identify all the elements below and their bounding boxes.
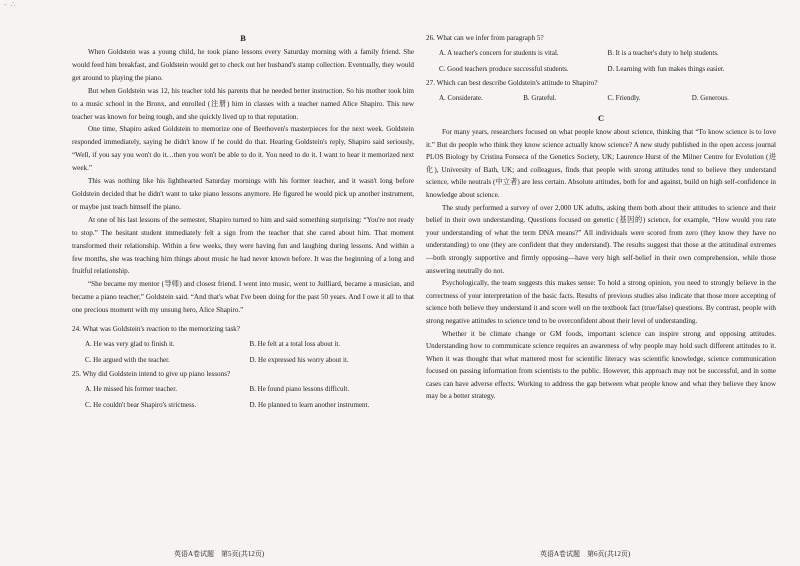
question-27-options xyxy=(426,90,776,106)
question-27-option-d[interactable]: D. Generous. xyxy=(691,94,729,102)
passage-b-paragraph-5: At one of his last lessons of the semester, Shapiro turned to him and said something surprising: “You're not ready to stop.” The hesitant student immediately felt a sign from the teacher that she cared about him. That moment transformed their relationship. Within a few weeks, they were having fun and laughing during lessons. And within a few months, she was teaching him things about music he had never known before. It was the beginning of a long and fruitful relationship. xyxy=(72,215,414,276)
right-column xyxy=(426,0,776,403)
question-26-option-b[interactable]: B. It is a teacher's duty to help students. xyxy=(607,49,719,57)
question-26-option-d[interactable]: D. Learning with fun makes things easier. xyxy=(607,65,725,73)
corner-mark: - ∴ xyxy=(4,0,17,9)
question-24-options xyxy=(72,336,414,368)
passage-b-paragraph-1: When Goldstein was a young child, he took piano lessons every Saturday morning with a family friend. She would feed him breakfast, and Goldstein would get to check out her husband's stamp collection. Eventually, they would get around to playing the piano. xyxy=(72,48,414,82)
section-c-heading: C xyxy=(597,114,605,123)
question-27-option-b[interactable]: B. Grateful. xyxy=(523,94,557,102)
question-25-stem: 25. Why did Goldstein intend to give up piano lessons? xyxy=(72,370,231,379)
passage-c-paragraph-4: Whether it be climate change or GM foods, important science can inspire strong and opposing attitudes. Understanding how to communicate science requires an awareness of why people may hold such different attitudes to it. When it was thought that what mattered most for scientific literacy was scientific knowledge, science communication focused on passing information from scientists to the public. However, this approach may not be successful, and in some cases can have adverse effects. Working to address the gap between what people know and what they believe they know may be a better strategy. xyxy=(426,329,776,401)
question-26-option-c[interactable]: C. Good teachers produce successful students. xyxy=(439,65,569,73)
question-25-option-a[interactable]: A. He missed his former teacher. xyxy=(85,385,177,394)
question-25-option-c[interactable]: C. He couldn't bear Shapiro's strictness. xyxy=(85,401,197,410)
left-page-footer: 英语A卷试题 第5页(共12页) xyxy=(174,550,265,558)
question-27-option-c[interactable]: C. Friendly. xyxy=(607,94,641,102)
passage-c-paragraph-1: For many years, researchers focused on what people know about science, thinking that “To know science is to love it.” But do people who think they know science actually know science? A new study published in the open access journal PLOS Biology by Cristina Fonseca of the Genetics Society, UK; Laurence Hurst of the Milner Centre for Evolution (进化), University of Bath, UK; and colleagues, finds that people with strong attitudes tend to believe they understand science, while neutrals (中立者) are less certain. Absolute attitudes, both for and against, build on high self-confidence in knowledge about science. xyxy=(426,128,776,199)
passage-b-paragraph-6: “She became my mentor (导师) and closest friend. I went into music, went to Juilliard, became a musician, and became a piano teacher,” Goldstein said. “And that's what I've been doing for the past 50 years. And I owe it all to that one precious moment with my unsung hero, Alice Shapiro.” xyxy=(72,280,414,315)
question-24-option-a[interactable]: A. He was very glad to finish it. xyxy=(85,340,175,349)
question-25-option-b[interactable]: B. He found piano lessons difficult. xyxy=(249,385,350,394)
passage-b-paragraph-3: One time, Shapiro asked Goldstein to memorize one of Beethoven's masterpieces for the next week. Goldstein responded immediately, saying he didn't know if he could do that. Hearing Goldstein's reply, Shapiro said seriously, “Well, if you say you won't do it…then you won't be able to do it. You need to do it. I want to hear it memorized next week.” xyxy=(72,125,414,173)
question-25-option-d[interactable]: D. He planned to learn another instrument. xyxy=(249,401,370,410)
question-27-option-a[interactable]: A. Considerate. xyxy=(439,94,483,102)
question-24-option-c[interactable]: C. He argued with the teacher. xyxy=(85,356,170,365)
question-26-options xyxy=(426,45,776,77)
passage-b-paragraph-2: But when Goldstein was 12, his teacher told his parents that he needed better instruction. So his mother took him to a music school in the Bronx, and enrolled (注册) him in classes with a teacher named Alice Shapiro. This new teacher was known for being tough, and she quickly lived up to that reputation. xyxy=(72,86,414,121)
question-27-stem: 27. Which can best describe Goldstein's attitude to Shapiro? xyxy=(426,79,598,87)
question-25-options xyxy=(72,381,414,413)
passage-b-paragraph-4: This was nothing like his lighthearted Saturday mornings with his former teacher, and it wasn't long before Goldstein decided that he didn't want to take piano lessons anymore. He figured he would pick up another instrument, or maybe just teach himself the piano. xyxy=(72,177,414,211)
passage-c-paragraph-3: Psychologically, the team suggests this makes sense: To hold a strong opinion, you need to strongly believe in the correctness of your interpretation of the basic facts. Results of previous studies also indicate that those more accepting of science both believe they understand it and score well on the textbook fact (true/false) questions. By contrast, people with strong negative attitudes to science tend to be overconfident about their level of understanding. xyxy=(426,279,776,325)
question-24-option-b[interactable]: B. He felt at a total loss about it. xyxy=(249,340,341,349)
section-b-heading: B xyxy=(240,34,246,43)
question-24-option-d[interactable]: D. He expressed his worry about it. xyxy=(249,356,349,365)
passage-c-paragraph-2: The study performed a survey of over 2,000 UK adults, asking them both about their attitudes to science and their belief in their own understanding. Questions focused on genetic (基因的) science, for example, “How would you rate your understanding of what the term DNA means?” All individuals were scored from zero (they know they have no understanding) to one (they are confident that they understand). The results suggest that those at the attitudinal extremes—both strongly supportive and firmly opposing—have very high self-belief in their own comprehension, while those answering neutrally do not. xyxy=(426,203,776,275)
question-24-stem: 24. What was Goldstein's reaction to the memorizing task? xyxy=(72,325,240,334)
left-column xyxy=(72,0,414,413)
right-page-footer: 英语A卷试题 第6页(共12页) xyxy=(540,550,631,558)
question-26-stem: 26. What can we infer from paragraph 5? xyxy=(426,34,544,42)
question-26-option-a[interactable]: A. A teacher's concern for students is vital. xyxy=(439,49,559,57)
